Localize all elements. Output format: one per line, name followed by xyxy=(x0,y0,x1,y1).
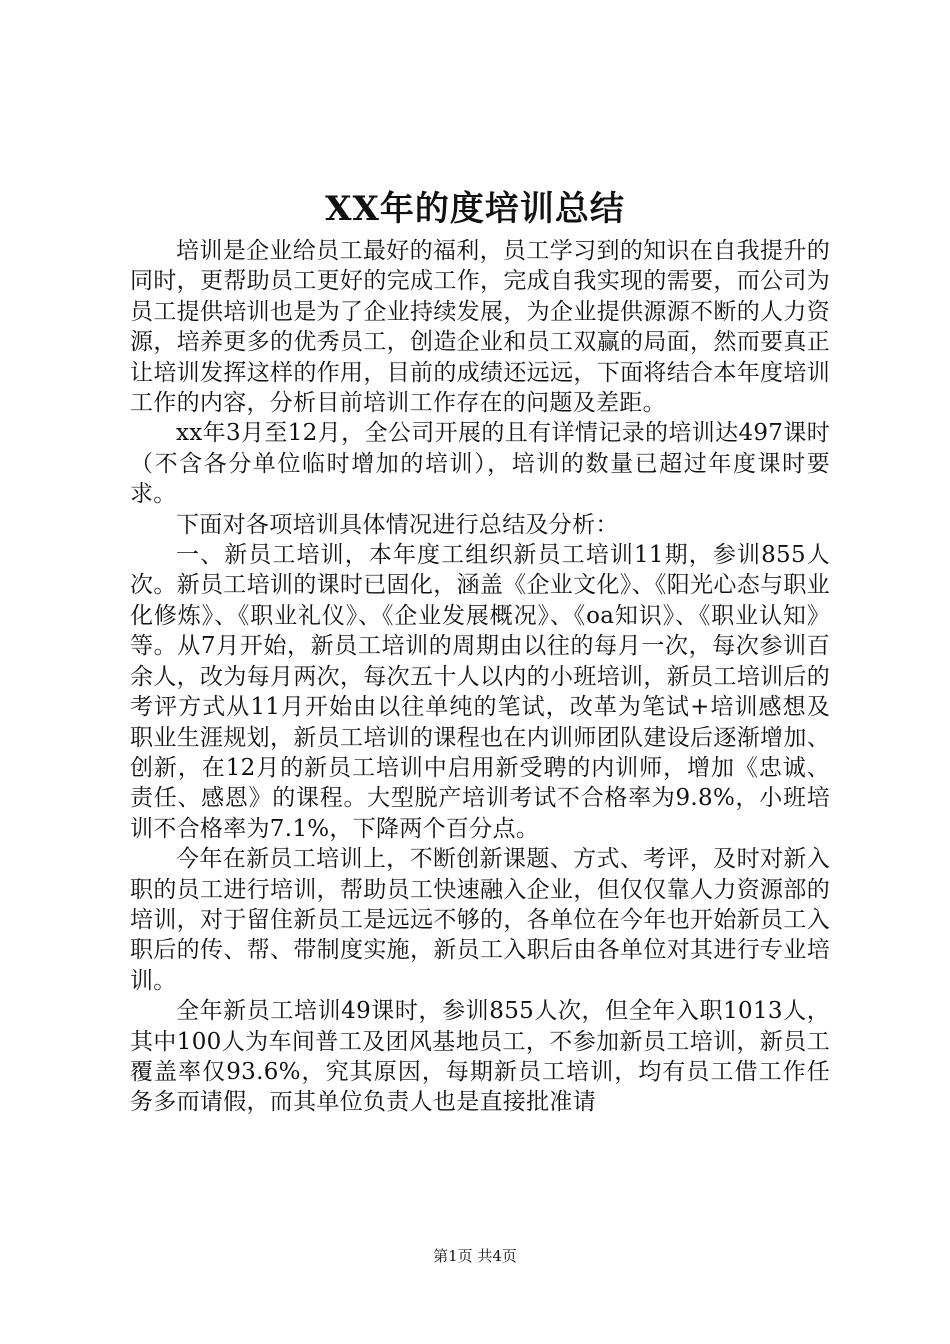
document-title: XX年的度培训总结 xyxy=(325,189,625,229)
page-footer: 第1页 共4页 xyxy=(433,1247,517,1265)
paragraph-intro: 培训是企业给员工最好的福利，员工学习到的知识在自我提升的同时，更帮助员工更好的完成工作，完成自我实现的需要，而公司为员工提供培训也是为了企业持续发展，为企业提供源源不断的人力资源，培养更多的优秀员工，创造企业和员工双赢的局面，然而要真正让培训发挥这样的作用，目前的成绩还远远，下面将结合本年度培训工作的内容，分析目前培训工作存在的问题及差距。 xyxy=(130,238,830,417)
paragraph-innovation: 今年在新员工培训上，不断创新课题、方式、考评，及时对新入职的员工进行培训，帮助员工快速融入企业，但仅仅靠人力资源部的培训，对于留住新员工是远远不够的，各单位在今年也开始新员工入职后的传、帮、带制度实施，新员工入职后由各单位对其进行专业培训。 xyxy=(130,846,830,994)
paragraph-analysis-intro: 下面对各项培训具体情况进行总结及分析： xyxy=(176,511,619,538)
paragraph-hours-summary: xx年3月至12月，全公司开展的且有详情记录的培训达497课时（不含各分单位临时增加的培训），培训的数量已超过年度课时要求。 xyxy=(130,420,830,508)
paragraph-coverage: 全年新员工培训49课时，参训855人次，但全年入职1013人，其中100人为车间普工及团风基地员工，不参加新员工培训，新员工覆盖率仅93.6%，究其原因，每期新员工培训，均有员工借工作任务多而请假，而其单位负责人也是直接批准请 xyxy=(130,998,830,1116)
paragraph-new-employee-training: 一、新员工培训，本年度工组织新员工培训11期，参训855人次。新员工培训的课时已固化，涵盖《企业文化》、《阳光心态与职业化修炼》、《职业礼仪》、《企业发展概况》、《oa知识》、《职业认知》等。从7月开始，新员工培训的周期由以往的每月一次，每次参训百余人，改为每月两次，每次五十人以内的小班培训，新员工培训后的考评方式从11月开始由以往单纯的笔试，改革为笔试+培训感想及职业生涯规划，新员工培训的课程也在内训师团队建设后逐渐增加、创新，在12月的新员工培训中启用新受聘的内训师，增加《忠诚、责任、感恩》的课程。大型脱产培训考试不合格率为9.8%，小班培训不合格率为7.1%，下降两个百分点。 xyxy=(130,542,830,842)
document-body xyxy=(130,236,830,1118)
